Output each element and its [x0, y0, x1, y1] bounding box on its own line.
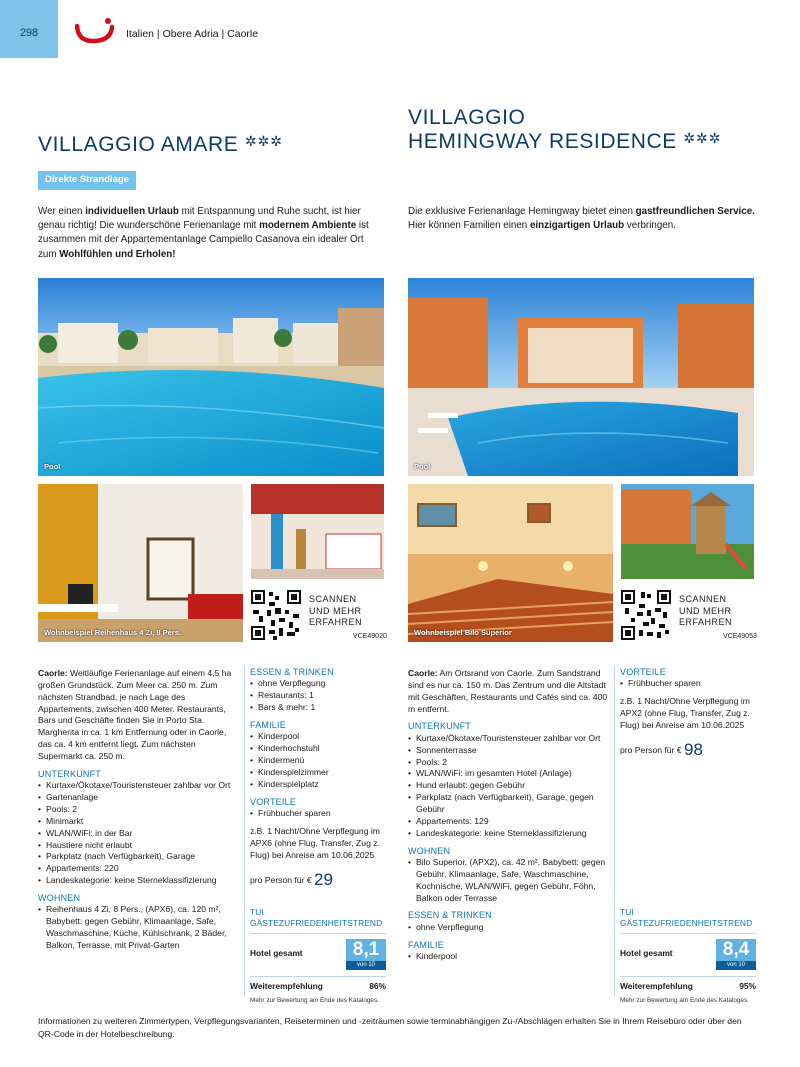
familie-list	[250, 731, 386, 790]
list-item: • Kindermenü	[250, 755, 386, 767]
score-value: 8,1	[346, 939, 386, 961]
playground-photo-image	[621, 484, 754, 579]
footer-note: Informationen zu weiteren Zimmertypen, Verpflegungsvarianten, Reiseterminen und -zeiträumen sowie terminabhängigen Zu-/Abschlägen erhalten Sie in Ihrem Reisebüro oder über den QR-Code in der Hotelbeschreibung.	[38, 1016, 742, 1039]
intro-text: Die exklusive Ferienanlage Hemingway bietet einen	[408, 206, 636, 217]
unterkunft-list	[38, 780, 238, 887]
section-heading-vorteile: VORTEILE	[620, 667, 666, 677]
section-heading-familie: FAMILIE	[408, 939, 444, 950]
rating-note: Mehr zur Bewertung am Ende des Kataloges.	[250, 996, 379, 1004]
list-item: • Kurtaxe/Ökotaxe/Touristensteuer zahlbar vor Ort	[408, 733, 608, 745]
price-value: 29	[314, 869, 333, 889]
qr-code-icon[interactable]	[251, 590, 301, 640]
intro-text: mit Entspannung und Ruhe sucht, ist hier genau richtig! Die wunderschöne Ferienanlage mit	[38, 206, 361, 232]
section-heading-unterkunft: UNTERKUNFT	[408, 721, 471, 732]
price-note: z.B. 1 Nacht/Ohne Verpflegung im APX6 (ohne Flug, Transfer, Zug z. Flug) bei Anreise am 10.06.2025	[250, 825, 380, 860]
hotel-name: VILLAGGIO AMARE	[38, 133, 239, 156]
recommend-value: 95%	[739, 980, 756, 991]
section-heading-wohnen: WOHNEN	[408, 845, 451, 856]
location-description	[38, 668, 238, 763]
price-prefix: pro Person für €	[250, 874, 312, 885]
list-item: • Pools: 2	[38, 804, 238, 816]
recommend-value: 86%	[369, 980, 386, 991]
tui-logo-icon	[75, 17, 115, 45]
breadcrumb: Italien | Obere Adria | Caorle	[126, 28, 259, 40]
location-description	[408, 668, 608, 715]
guest-rating-amare	[250, 907, 386, 1006]
list-item: • Kinderpool	[408, 951, 608, 963]
scan-line: UND MEHR	[309, 605, 362, 616]
score-badge	[346, 939, 386, 970]
intro-highlight: einzigartigen Urlaub	[529, 220, 625, 232]
scan-line: ERFAHREN	[679, 617, 733, 628]
hotel-intro-amare	[38, 205, 383, 262]
column-divider	[244, 666, 245, 996]
list-item: • WLAN/WiFi: in der Bar	[38, 828, 238, 840]
rating-title: TUI GÄSTEZUFRIEDENHEITSTREND	[250, 907, 386, 934]
recommend-label: Weiterempfehlung	[620, 980, 693, 991]
scan-line: UND MEHR	[679, 605, 732, 616]
scan-line: SCANNEN	[679, 594, 727, 604]
section-heading-unterkunft: UNTERKUNFT	[38, 768, 101, 779]
scan-line: SCANNEN	[309, 594, 357, 604]
rating-label: Hotel gesamt	[250, 948, 303, 959]
photo-caption: Pool	[414, 461, 431, 471]
list-item: • WLAN/WiFi: im gesamten Hotel (Anlage)	[408, 768, 608, 780]
section-heading-essen: ESSEN & TRINKEN	[408, 910, 492, 921]
list-item: • Hund erlaubt: gegen Gebühr	[408, 780, 608, 792]
pool-photo	[38, 278, 384, 476]
score-badge	[716, 939, 756, 970]
list-item: • Gartenanlage	[38, 792, 238, 804]
list-item: • ohne Verpflegung	[250, 678, 386, 690]
pool-photo-image	[38, 278, 384, 476]
room-photo-image	[38, 484, 243, 642]
vorteile-list	[250, 808, 386, 820]
hotel-name-line1: VILLAGGIO	[408, 106, 526, 129]
rating-title: TUI GÄSTEZUFRIEDENHEITSTREND	[620, 907, 756, 934]
intro-highlight: gastfreundlichen Service.	[635, 206, 755, 217]
score-scale: von 10	[346, 961, 386, 970]
price	[620, 738, 756, 761]
intro-highlight: modernem Ambiente	[259, 220, 357, 232]
list-item: • Haustiere nicht erlaubt	[38, 840, 238, 852]
price-value: 98	[684, 739, 703, 759]
wohnen-list	[38, 904, 238, 951]
list-item: • Parkplatz (nach Verfügbarkeit), Garage, gegen Gebühr	[408, 792, 608, 816]
list-item: • Bars & mehr: 1	[250, 702, 386, 714]
beach-badge: Direkte Strandlage	[38, 171, 136, 190]
price	[250, 868, 386, 891]
intro-text: Wer einen	[38, 206, 86, 217]
list-item: • Kurtaxe/Ökotaxe/Touristensteuer zahlbar vor Ort	[38, 780, 238, 792]
essen-list	[408, 922, 608, 934]
hotel-facts-amare	[250, 666, 386, 891]
list-item: • Kinderpool	[250, 731, 386, 743]
room-photo-image	[408, 484, 613, 642]
hotel-intro-hemingway	[408, 205, 758, 233]
room-photo	[408, 484, 613, 642]
intro-highlight: individuellen Urlaub	[85, 206, 179, 217]
list-item: • Bilo Superior, (APX2), ca. 42 m², Babybett: gegen Gebühr, Klimaanlage, Safe, Waschmaschine, Kochnische, WLAN/WiFi, gegen Gebühr, Föhn, Balkon oder Terrasse	[408, 857, 608, 904]
section-heading-essen: ESSEN & TRINKEN	[250, 667, 334, 677]
list-item: • Kinderspielplatz	[250, 779, 386, 791]
rating-note: Mehr zur Bewertung am Ende des Kataloges.	[620, 996, 749, 1004]
hotel-code: VCE49053	[723, 633, 757, 640]
hotel-name-line2: HEMINGWAY RESIDENCE	[408, 129, 677, 153]
star-rating-icon: ✲✲✲	[244, 133, 284, 149]
familie-list	[408, 951, 608, 963]
scan-hint	[679, 594, 732, 629]
list-item: • Minimarkt	[38, 816, 238, 828]
recommend-label: Weiterempfehlung	[250, 980, 323, 991]
list-item: • Parkplatz (nach Verfügbarkeit), Garage	[38, 851, 238, 863]
scan-hint	[309, 594, 362, 629]
list-item: • Frühbucher sparen	[620, 678, 756, 690]
intro-text: verbringen.	[624, 220, 676, 232]
list-item: • Pools: 2	[408, 757, 608, 769]
location-text: Weitläufige Ferienanlage auf einem 4,5 ha großen Grundstück. Zum Meer ca. 250 m. Zum nächsten Strandbad, je nach Lage des Appartements, zwischen 400 Meter. Restaurants, Bars und Geschäfte finden Sie in Porto Sta. Margherita in ca. 1 km Entfernung oder in Caorle, das ca. 4 km entfernt liegt. Zum nächsten Supermarkt ca. 250 m.	[38, 668, 232, 762]
location-label: Caorle:	[38, 668, 68, 678]
star-rating-icon: ✲✲✲	[683, 129, 722, 146]
list-item: • Restaurants: 1	[250, 690, 386, 702]
vorteile-list	[620, 678, 756, 690]
room-photo	[38, 484, 243, 642]
list-item: • Appartements: 129	[408, 816, 608, 828]
hotel-code: VCE49020	[353, 633, 387, 640]
section-heading-wohnen: WOHNEN	[38, 893, 81, 904]
minimarket-photo	[251, 484, 384, 579]
essen-list	[250, 678, 386, 714]
location-text: Am Ortsrand von Caorle. Zum Sandstrand sind es nur ca. 150 m. Das Zentrum und die Altstadt mit Geschäften, Restaurants und Cafés sind ca. 400 m entfernt.	[408, 668, 608, 714]
list-item: • Reihenhaus 4 Zi, 8 Pers., (APX6), ca. 120 m², Babybett: gegen Gebühr, Klimaanlage, Safe, Waschmaschine, Küche, Kühlschrank, 2 Bäder, Balkon, Terrasse, mit Privat-Garten	[38, 904, 238, 951]
intro-text: Hier können Familien einen	[408, 220, 530, 232]
hotel-title-hemingway	[408, 106, 722, 153]
section-heading-vorteile: VORTEILE	[250, 796, 296, 807]
list-item: • Kinderhochstuhl	[250, 743, 386, 755]
location-label: Caorle:	[408, 668, 438, 678]
list-item: • Sonnenterrasse	[408, 745, 608, 757]
hotel-details-hemingway	[408, 668, 608, 963]
hotel-facts-hemingway	[620, 666, 756, 761]
list-item: • Appartements: 220	[38, 863, 238, 875]
list-item: • Frühbucher sparen	[250, 808, 386, 820]
photo-caption: Wohnbeispiel Reihenhaus 4 Zi, 8 Pers.	[44, 627, 181, 637]
price-note: z.B. 1 Nacht/Ohne Verpflegung im APX2 (ohne Flug, Transfer, Zug z. Flug) bei Anreise am 10.06.2025	[620, 696, 750, 730]
unterkunft-list	[408, 733, 608, 840]
playground-photo	[621, 484, 754, 579]
list-item: • Landeskategorie: keine Sterneklassifizierung	[38, 875, 238, 887]
intro-text: ist zusammen mit der Appartementanlage Campiello Casanova ein idealer Ort zum	[38, 220, 369, 260]
photo-caption: Wohnbeispiel Bilo Superior	[414, 627, 512, 637]
list-item: • ohne Verpflegung	[408, 922, 608, 934]
list-item: • Kinderspielzimmer	[250, 767, 386, 779]
page-number: 298	[0, 0, 58, 58]
guest-rating-hemingway	[620, 907, 756, 1006]
pool-photo-image	[408, 278, 754, 476]
intro-highlight: Wohlfühlen und Erholen!	[59, 248, 176, 260]
section-heading-familie: FAMILIE	[250, 719, 286, 730]
score-scale: von 10	[716, 961, 756, 970]
list-item: • Landeskategorie: keine Sterneklassifizierung	[408, 828, 608, 840]
hotel-details-amare	[38, 668, 238, 952]
pool-photo	[408, 278, 754, 476]
photo-caption: Pool	[44, 461, 61, 471]
rating-label: Hotel gesamt	[620, 948, 673, 959]
hotel-title-amare	[38, 133, 283, 157]
scan-line: ERFAHREN	[309, 617, 363, 628]
qr-code-icon[interactable]	[621, 590, 671, 640]
wohnen-list	[408, 857, 608, 904]
score-value: 8,4	[716, 939, 756, 961]
minimarket-photo-image	[251, 484, 384, 579]
price-prefix: pro Person für €	[620, 744, 682, 755]
column-divider	[614, 666, 615, 996]
